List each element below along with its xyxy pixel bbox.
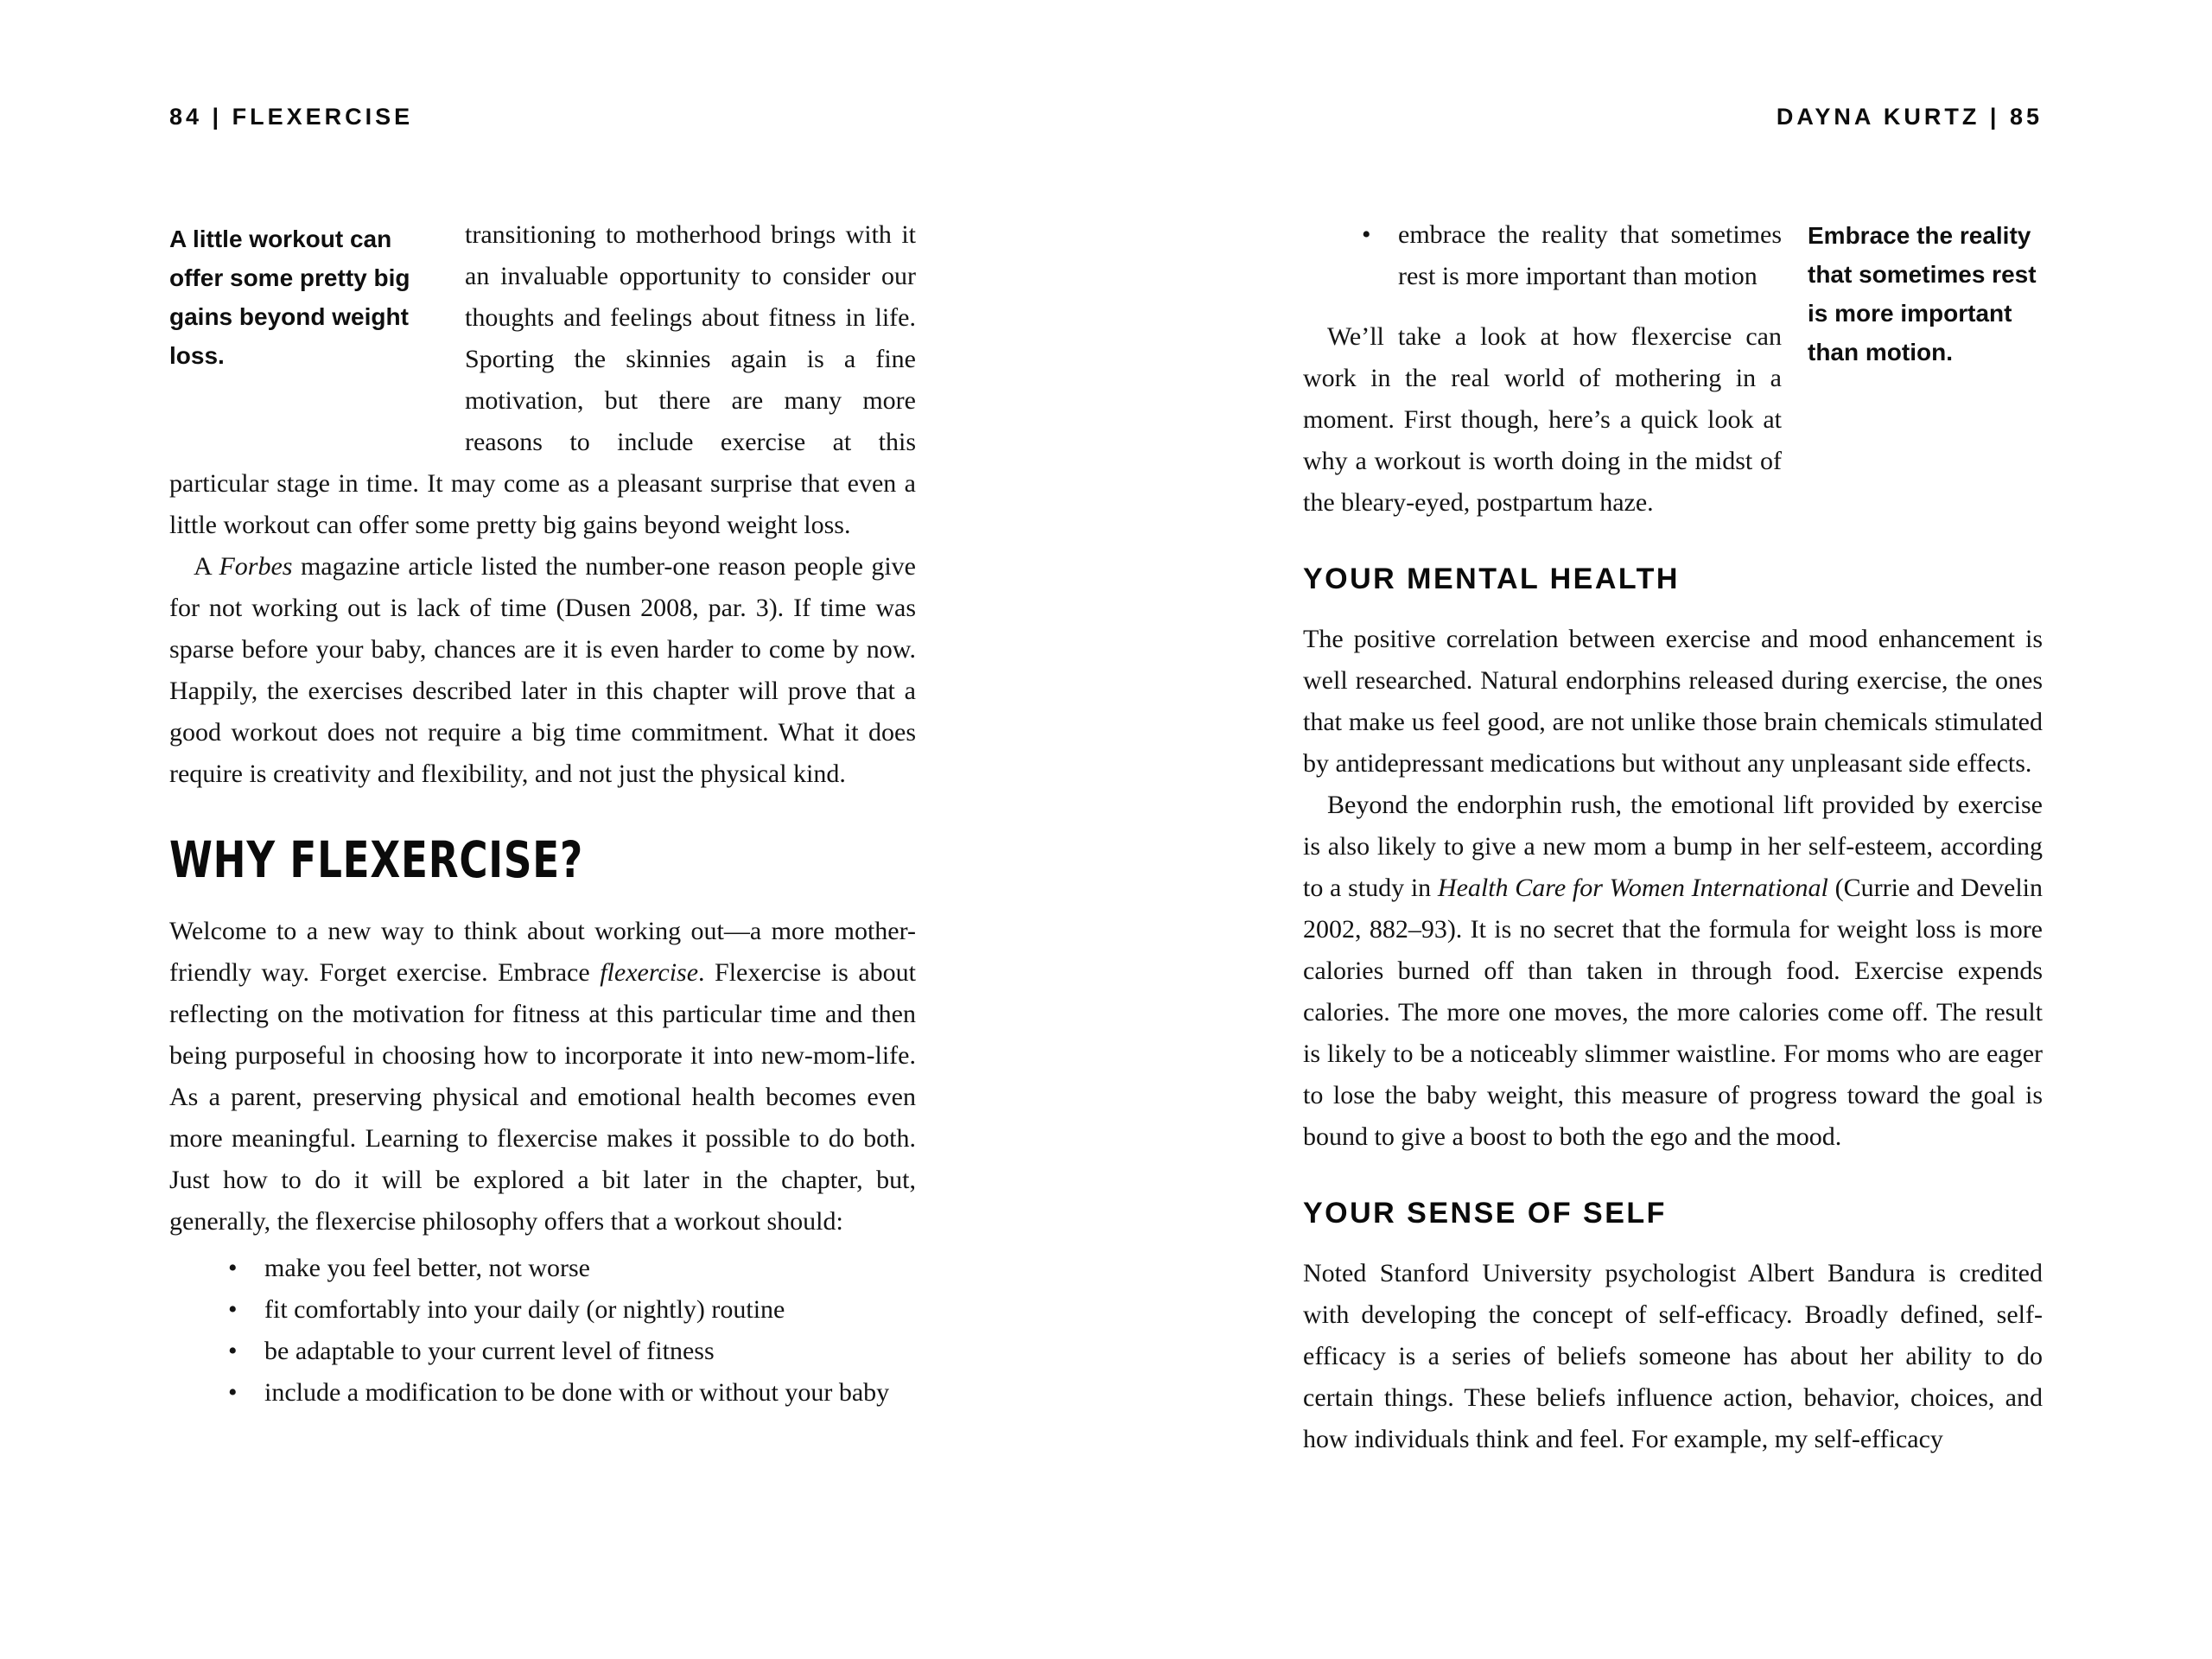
italic-title: Forbes <box>219 552 293 581</box>
running-head-left-text: 84 | FLEXERCISE <box>169 104 414 130</box>
paragraph-text: Beyond the endorphin rush, the emotional lift provided by exercise is also likely to give a new mom a bump in her self-esteem, according to a study in <box>1303 791 2043 902</box>
running-head-left <box>169 104 916 130</box>
body-paragraph: Noted Stanford University psychologist Albert Bandura is credited with developing the concept of self-efficacy. Broadly defined, self-efficacy is a series of beliefs someone has about her ability to do certain things. These beliefs influence action, behavior, choices, and how individuals think and feel. For example, my self-efficacy <box>1303 1259 2043 1453</box>
list-item-text: make you feel better, not worse <box>264 1254 590 1282</box>
chapter-heading-text: WHY FLEXERCISE? <box>169 830 583 889</box>
list-item-text: include a modification to be done with or without your baby <box>264 1378 890 1407</box>
page-85-body <box>1303 214 2043 1460</box>
pull-quote-left: A little workout can offer some pretty big gains beyond weight loss. <box>169 226 410 369</box>
list-item <box>169 1372 916 1414</box>
page-85 <box>1303 104 2043 1460</box>
chapter-heading <box>169 830 916 889</box>
paragraph-text: (Currie and Develin 2002, 882–93). It is no secret that the formula for weight loss is more calories burned off than taken in through food. Exercise expends calories. The more one moves, the more calories come off. The result is likely to be a noticeably slimmer waistline. For moms who are eager to lose the baby weight, this measure of progress toward the goal is bound to give a boost to both the ego and the mood. <box>1303 874 2043 1151</box>
running-head-right-text: DAYNA KURTZ | 85 <box>1776 104 2043 130</box>
section-heading-mental-health: YOUR MENTAL HEALTH <box>1303 563 1680 595</box>
bullet-icon: • <box>1362 220 1371 249</box>
bullet-icon: • <box>228 1295 238 1324</box>
page-84-body <box>169 214 916 1414</box>
body-paragraph: transitioning to motherhood brings with it an invaluable opportunity to consider our thoughts and feelings about fitness in life. Sporting the skinnies again is a fine motivation, but there are many more reasons to include exercise at this particular stage in time. It may come as a pleasant surprise that even a little workout can offer some pretty big gains beyond weight loss. <box>169 220 916 539</box>
list-item <box>169 1248 916 1289</box>
list-item-text: embrace the reality that sometimes rest is more important than motion <box>1398 220 1782 290</box>
body-paragraph <box>169 546 916 795</box>
pull-quote-right: Embrace the reality that sometimes rest is more important than motion. <box>1808 222 2037 365</box>
italic-journal-title: Health Care for Women International <box>1437 874 1828 902</box>
body-paragraph <box>1303 785 2043 1158</box>
list-item <box>1303 214 2043 297</box>
body-paragraph: The positive correlation between exercise and mood enhancement is well researched. Natural endorphins released during exercise, the ones that make us feel good, are not unlike those brain chemicals stimulated by antidepressant medications but without any unpleasant side effects. <box>1303 625 2043 778</box>
paragraph-text: Welcome to a new way to think about working out—a more mother-friendly way. Forget exercise. Embrace <box>169 917 916 987</box>
list-item-text: be adaptable to your current level of fitness <box>264 1337 715 1365</box>
list-item <box>169 1331 916 1372</box>
body-paragraph <box>169 911 916 1243</box>
bullet-icon: • <box>228 1254 238 1282</box>
list-item-text: fit comfortably into your daily (or nightly) routine <box>264 1295 785 1324</box>
page-84 <box>169 104 916 1414</box>
bullet-icon: • <box>228 1378 238 1407</box>
bullet-list <box>1303 214 2043 297</box>
section-heading-sense-of-self: YOUR SENSE OF SELF <box>1303 1197 1667 1230</box>
paragraph-text: A <box>194 552 219 581</box>
paragraph-text: . Flexercise is about reflecting on the motivation for fitness at this particular time and then being purposeful in choosing how to incorporate it into new-mom-life. As a parent, preserving physical and emotional health becomes even more meaningful. Learning to flexercise makes it possible to do both. Just how to do it will be explored a bit later in the chapter, but, generally, the flexercise philosophy offers that a workout should: <box>169 958 917 1236</box>
italic-term: flexercise <box>600 958 699 987</box>
paragraph-text: magazine article listed the number-one reason people give for not working out is lack of time (Dusen 2008, par. 3). If time was sparse before your baby, chances are it is even harder to come by now. Happily, the exercises described later in this chapter will prove that a good workout does not require a big time commitment. What it does require is creativity and flexibility, and not just the physical kind. <box>169 552 916 788</box>
bullet-icon: • <box>228 1337 238 1365</box>
body-paragraph: We’ll take a look at how flexercise can work in the real world of mothering in a moment. First though, here’s a quick look at why a workout is worth doing in the midst of the bleary-eyed, postpartum haze. <box>1303 322 1782 517</box>
running-head-right <box>1303 104 2043 130</box>
list-item <box>169 1289 916 1331</box>
bullet-list <box>169 1248 916 1414</box>
